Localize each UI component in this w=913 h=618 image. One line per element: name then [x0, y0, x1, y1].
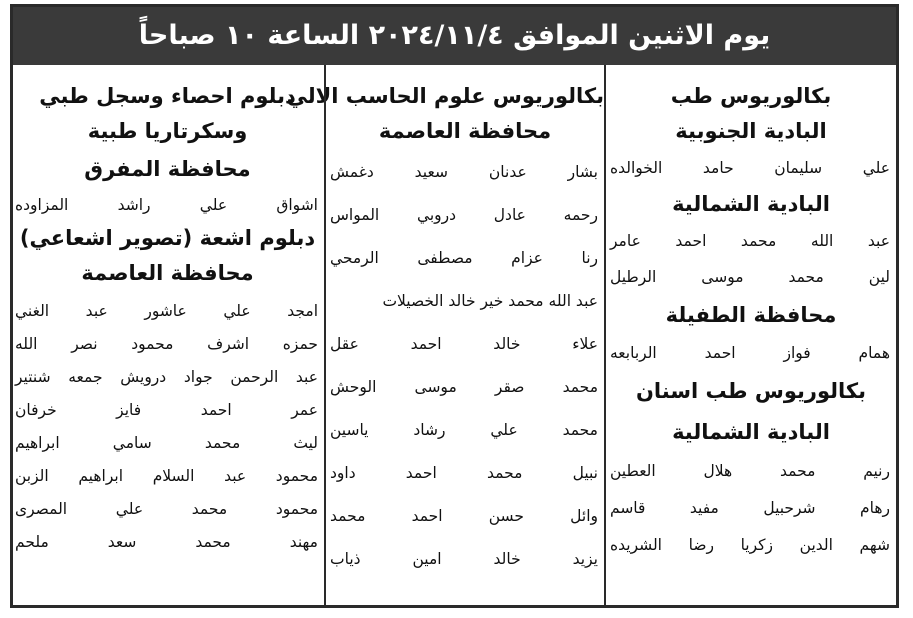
name-row: ليث محمد سامي ابراهيم: [15, 434, 318, 452]
date-header: [13, 7, 896, 65]
name-row: امجد علي عاشور عبد الغني: [15, 302, 318, 320]
name-row: محمود محمد علي المصرى: [15, 500, 318, 518]
name-row: لين محمد موسى الرطيل: [610, 268, 890, 286]
announcement-frame: [10, 4, 899, 608]
name-row: اشواق علي راشد المزاوده: [15, 196, 318, 214]
name-row: رحمه عادل دروبي المواس: [330, 206, 598, 224]
columns: [13, 65, 896, 605]
name-row: علي سليمان حامد الخوالده: [610, 159, 890, 177]
name-row: محمد صقر موسى الوحش: [330, 378, 598, 396]
name-row: عبد الله محمد خير خالد الخصيلات: [382, 292, 598, 310]
column-right: [606, 65, 896, 605]
heading-northern-badia-2: البادية الشمالية: [672, 420, 830, 444]
heading-medical-secretary: وسكرتاريا طبية: [87, 119, 248, 143]
heading-bachelor-computer-science: بكالوريوس علوم الحاسب الالي: [286, 84, 604, 108]
name-row: رنيم محمد هلال العطين: [610, 462, 890, 480]
heading-capital: محافظة العاصمة: [378, 119, 552, 143]
heading-diploma-radiology: دبلوم اشعة (تصوير اشعاعي): [19, 226, 316, 250]
column-middle: [286, 65, 606, 605]
name-row: عمر احمد فايز خرفان: [15, 401, 318, 419]
column-left: [11, 65, 326, 605]
name-row: علاء خالد احمد عقل: [330, 335, 598, 353]
name-row: يزيد خالد امين ذياب: [330, 550, 598, 568]
date-header-text: يوم الاثنين الموافق ٢٠٢٤/١١/٤ الساعة ١٠ صباحاً: [138, 20, 771, 51]
name-row: همام فواز احمد الربابعه: [610, 344, 890, 362]
heading-southern-badia: البادية الجنوبية: [675, 119, 827, 143]
name-row: رنا عزام مصطفى الرمحي: [330, 249, 598, 267]
name-row: محمود عبد السلام ابراهيم الزبن: [15, 467, 318, 485]
name-row: بشار عدنان سعيد دغمش: [330, 163, 598, 181]
name-row: رهام شرحبيل مفيد قاسم: [610, 499, 890, 517]
name-row: عبد الله محمد احمد عامر: [610, 232, 890, 250]
name-row: نبيل محمد احمد داود: [330, 464, 598, 482]
heading-northern-badia: البادية الشمالية: [672, 192, 830, 216]
name-row: وائل حسن احمد محمد: [330, 507, 598, 525]
name-row: شهم الدين زكريا رضا الشريده: [610, 536, 890, 554]
heading-bachelor-medicine: بكالوريوس طب: [670, 84, 832, 108]
name-row: حمزه اشرف محمود نصر الله: [15, 335, 318, 353]
name-row: عبد الرحمن جواد درويش جمعه شنتير: [15, 368, 318, 386]
heading-tafila: محافظة الطفيلة: [665, 303, 837, 327]
heading-diploma-statistics: دبلوم احصاء وسجل طبي: [39, 84, 296, 108]
name-row: مهند محمد سعد ملحم: [15, 533, 318, 551]
name-row: محمد علي رشاد ياسين: [330, 421, 598, 439]
heading-capital: محافظة العاصمة: [81, 261, 254, 285]
heading-mafraq: محافظة المفرق: [84, 157, 251, 181]
heading-bachelor-dentistry: بكالوريوس طب اسنان: [635, 379, 866, 403]
